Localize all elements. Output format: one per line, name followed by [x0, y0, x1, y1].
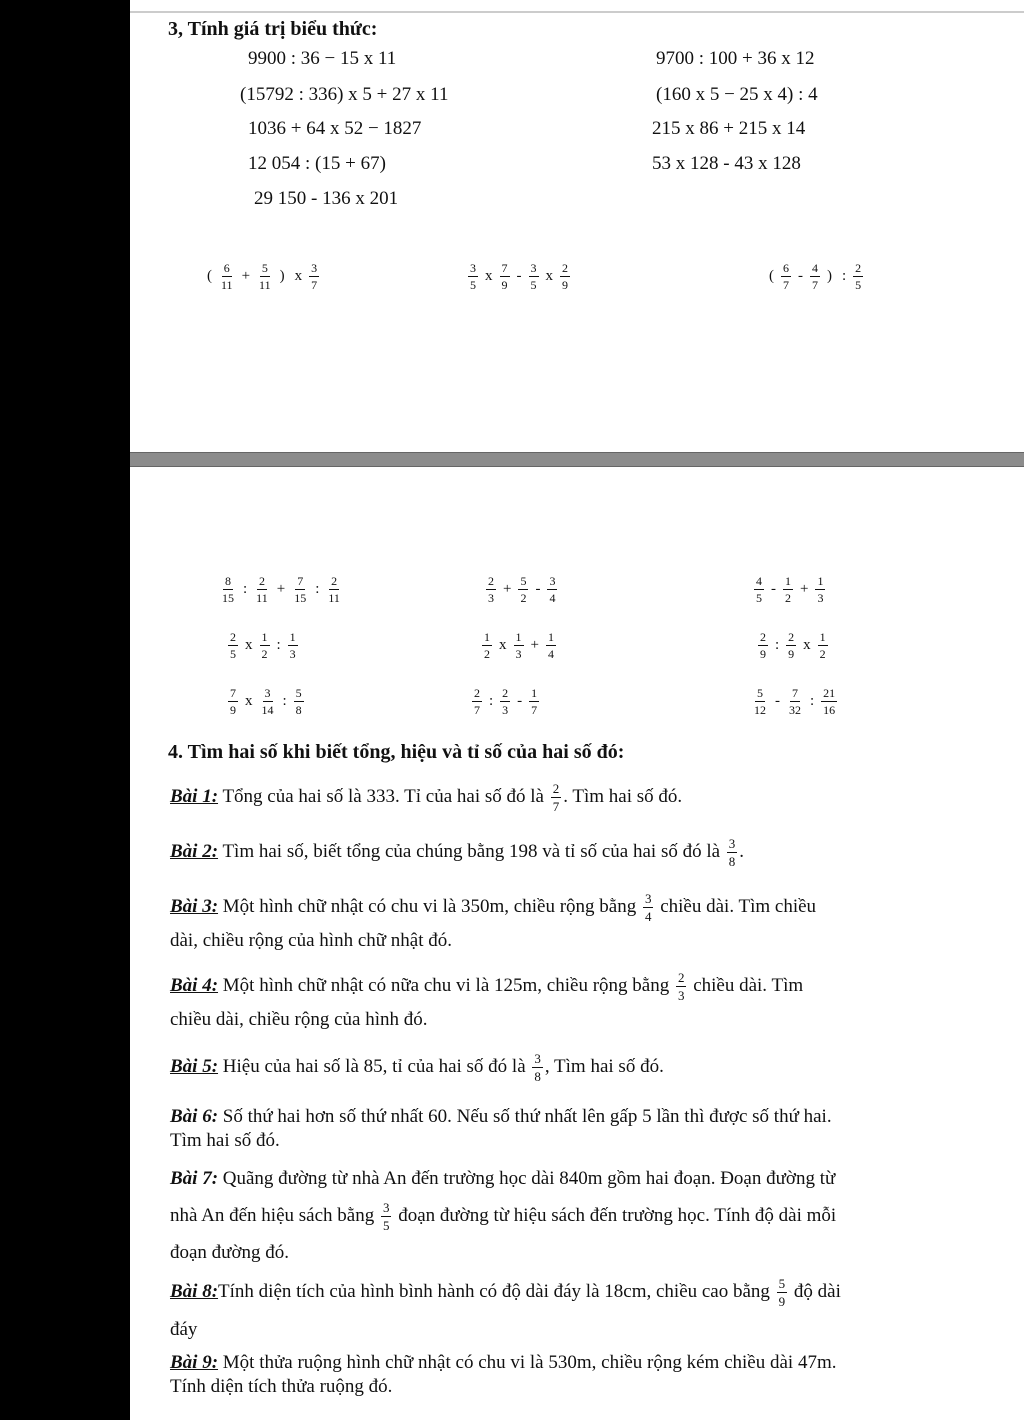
denominator: 3 — [817, 591, 824, 605]
exercise-text: Một hình chữ nhật có chu vi là 350m, chiều rộng bằng — [222, 896, 637, 917]
fraction — [818, 631, 828, 660]
denominator: 7 — [311, 278, 318, 292]
numerator: 8 — [225, 574, 231, 588]
exercise-3 — [170, 890, 970, 958]
numerator: 2 — [788, 630, 795, 644]
denominator: 12 — [754, 703, 766, 717]
exercise-label: Bài 2: — [170, 841, 219, 862]
operator: : — [276, 637, 281, 653]
numerator: 2 — [230, 630, 236, 644]
denominator: 5 — [230, 647, 236, 661]
operator: - — [798, 268, 803, 284]
fraction-expression — [756, 631, 830, 660]
exercise-8 — [170, 1273, 970, 1349]
numerator: 2 — [760, 630, 766, 644]
denominator: 5 — [530, 278, 537, 292]
exercise-2 — [170, 835, 970, 869]
exercise-text: dài, chiều rộng của hình chữ nhật đó. — [170, 930, 453, 951]
fraction — [529, 262, 539, 291]
exercise-label: Bài 5: — [170, 1056, 219, 1077]
fraction — [486, 575, 496, 604]
fraction-expression — [466, 262, 572, 291]
denominator: 9 — [230, 703, 236, 717]
fraction: $\frac{3}{4}$ — [644, 891, 652, 925]
operator: x — [294, 268, 303, 284]
denominator: 3 — [488, 591, 494, 605]
fraction — [292, 575, 308, 604]
operator: x — [245, 693, 253, 709]
denominator: 2 — [261, 647, 268, 661]
denominator: 14 — [261, 703, 274, 717]
exercise-text: Một thửa ruộng hình chữ nhật có chu vi là 530m, chiều rộng kém chiều dài 47m. — [222, 1352, 837, 1373]
denominator: 16 — [823, 703, 836, 717]
exercise-1 — [170, 780, 970, 814]
numerator: 2 — [562, 261, 568, 275]
fraction — [220, 575, 236, 604]
fraction — [500, 262, 510, 291]
numerator: 2 — [502, 686, 509, 700]
fraction: $\frac{2}{3}$ — [677, 970, 685, 1004]
operator: + — [276, 581, 286, 597]
fraction — [260, 631, 270, 660]
exercise-text: . — [739, 841, 745, 862]
operator: : — [810, 693, 815, 709]
fraction: $\frac{5}{9}$ — [778, 1276, 786, 1310]
operator: : — [243, 581, 248, 597]
fraction — [546, 631, 556, 660]
denominator: 7 — [531, 703, 538, 717]
expression: 1036 + 64 x 52 − 1827 — [248, 118, 422, 139]
exercise-6 — [170, 1105, 970, 1153]
fraction: $\frac{3}{5}$ — [382, 1200, 390, 1234]
denominator: 5 — [756, 591, 762, 605]
denominator: 11 — [328, 591, 340, 605]
exercise-text: Tính diện tích thửa ruộng đó. — [170, 1376, 393, 1397]
exercise-text: đoạn đường đó. — [170, 1242, 290, 1263]
expression: 215 x 86 + 215 x 14 — [652, 118, 806, 139]
fraction — [547, 575, 557, 604]
fraction — [752, 687, 768, 716]
operator: ) — [827, 268, 832, 284]
fraction — [815, 575, 825, 604]
fraction: $\frac{3}{8}$ — [534, 1051, 541, 1085]
operator: - — [771, 581, 776, 597]
fraction — [257, 262, 273, 291]
fraction-expression — [480, 631, 558, 660]
numerator: 3 — [549, 574, 556, 588]
exercise-text: chiều dài. Tìm — [693, 975, 804, 996]
expression: 29 150 - 136 x 201 — [254, 188, 399, 209]
fraction: $\frac{2}{7}$ — [552, 781, 560, 815]
exercise-text: Tìm hai số đó. — [170, 1130, 280, 1151]
numerator: 1 — [261, 630, 268, 644]
fraction — [754, 575, 764, 604]
operator: - — [535, 581, 541, 597]
operator: ( — [769, 268, 774, 284]
numerator: 1 — [547, 630, 554, 644]
denominator: 9 — [788, 647, 795, 661]
numerator: 3 — [264, 686, 271, 700]
numerator: 2 — [488, 574, 494, 588]
expression: 53 x 128 - 43 x 128 — [652, 153, 801, 174]
expression: (15792 : 336) x 5 + 27 x 11 — [240, 84, 449, 105]
numerator: 7 — [297, 574, 304, 588]
denominator: 32 — [789, 703, 801, 717]
fraction — [219, 262, 235, 291]
operator: : — [775, 637, 780, 653]
denominator: 4 — [549, 591, 556, 605]
numerator: 5 — [295, 686, 302, 700]
fraction — [514, 631, 524, 660]
numerator: 1 — [484, 630, 490, 644]
numerator: 1 — [531, 686, 538, 700]
numerator: 3 — [311, 261, 318, 275]
document-page-2 — [130, 467, 1024, 1420]
numerator: 2 — [331, 574, 338, 588]
numerator: 1 — [515, 630, 522, 644]
numerator: 6 — [783, 261, 789, 275]
exercise-text: Tổng của hai số là 333. Tỉ của hai số đó là — [222, 786, 544, 807]
fraction — [781, 262, 791, 291]
fraction — [500, 687, 510, 716]
exercise-text: Hiệu của hai số là 85, tỉ của hai số đó là — [222, 1056, 526, 1077]
denominator: 4 — [547, 647, 554, 661]
numerator: 1 — [819, 630, 826, 644]
denominator: 2 — [785, 591, 791, 605]
expression: 9700 : 100 + 36 x 12 — [656, 48, 815, 69]
operator: ( — [207, 268, 212, 284]
page-top-edge — [130, 0, 1024, 13]
numerator: 7 — [501, 261, 508, 275]
fraction-expression — [226, 631, 300, 660]
fraction — [228, 631, 238, 660]
fraction — [468, 262, 478, 291]
fraction — [529, 687, 539, 716]
exercise-7 — [170, 1160, 970, 1271]
document-page-1 — [130, 0, 1024, 452]
expression: 9900 : 36 − 15 x 11 — [248, 48, 397, 69]
numerator: 6 — [223, 261, 230, 275]
numerator: 4 — [756, 574, 762, 588]
denominator: 5 — [855, 278, 862, 292]
expression: (160 x 5 − 25 x 4) : 4 — [656, 84, 818, 105]
fraction — [810, 262, 820, 291]
fraction — [787, 687, 803, 716]
numerator: 4 — [812, 261, 818, 275]
operator: : — [282, 693, 287, 709]
operator: x — [803, 637, 811, 653]
denominator: 9 — [501, 278, 508, 292]
denominator: 11 — [221, 278, 233, 292]
numerator: 3 — [530, 261, 537, 275]
exercise-label: Bài 6: — [170, 1106, 219, 1127]
exercise-text: độ dài — [793, 1281, 841, 1302]
numerator: 1 — [785, 574, 791, 588]
operator: + — [503, 581, 512, 597]
numerator: 1 — [817, 574, 824, 588]
exercise-5 — [170, 1050, 970, 1084]
page-separator — [130, 452, 1024, 467]
fraction: $\frac{3}{8}$ — [728, 836, 736, 870]
section-3-heading: 3, Tính giá trị biểu thức: — [168, 18, 378, 40]
operator: + — [530, 637, 539, 653]
operator: - — [775, 693, 780, 709]
operator: : — [842, 268, 847, 284]
denominator: 15 — [294, 591, 307, 605]
fraction — [228, 687, 238, 716]
exercise-text: . Tìm hai số đó. — [563, 786, 683, 807]
denominator: 8 — [295, 703, 302, 717]
fraction — [560, 262, 570, 291]
exercise-text: chiều dài, chiều rộng của hình đó. — [170, 1009, 428, 1030]
fraction-expression — [752, 575, 827, 604]
denominator: 9 — [760, 647, 766, 661]
fraction — [254, 575, 270, 604]
numerator: 5 — [757, 686, 763, 700]
operator: x — [499, 637, 507, 653]
section-4-heading: 4. Tìm hai số khi biết tổng, hiệu và tỉ số của hai số đó: — [168, 741, 625, 763]
exercise-text: , Tìm hai số đó. — [544, 1056, 664, 1077]
fraction — [758, 631, 768, 660]
denominator: 7 — [783, 278, 789, 292]
fraction-expression — [218, 575, 344, 604]
fraction-expression — [202, 262, 321, 291]
numerator: 2 — [258, 574, 265, 588]
exercise-4 — [170, 969, 970, 1037]
exercise-text: nhà An đến hiệu sách bằng — [170, 1205, 375, 1226]
numerator: 2 — [855, 261, 862, 275]
exercise-text: đoạn đường từ hiệu sách đến trường học. Tính độ dài mỗi — [398, 1205, 837, 1226]
exercise-text: đáy — [170, 1319, 198, 1340]
denominator: 11 — [256, 591, 268, 605]
denominator: 2 — [819, 647, 826, 661]
exercise-label: Bài 9: — [170, 1352, 219, 1373]
operator: x — [545, 268, 553, 284]
denominator: 15 — [222, 591, 234, 605]
exercise-label: Bài 3: — [170, 896, 219, 917]
operator: : — [315, 581, 320, 597]
fraction — [821, 687, 837, 716]
fraction — [288, 631, 298, 660]
numerator: 21 — [823, 686, 836, 700]
operator: x — [245, 637, 253, 653]
operator: - — [516, 268, 522, 284]
fraction-expression — [226, 687, 306, 716]
fraction — [482, 631, 492, 660]
fraction-expression — [764, 262, 865, 291]
exercise-9 — [170, 1351, 970, 1399]
exercise-label: Bài 1: — [170, 786, 219, 807]
exercise-text: Một hình chữ nhật có nữa chu vi là 125m, chiều rộng bằng — [222, 975, 670, 996]
fraction — [472, 687, 482, 716]
fraction — [309, 262, 319, 291]
fraction-expression — [484, 575, 559, 604]
operator: + — [241, 268, 251, 284]
operator: ) — [279, 268, 285, 284]
fraction — [853, 262, 863, 291]
denominator: 2 — [520, 591, 527, 605]
denominator: 5 — [470, 278, 476, 292]
exercise-label: Bài 8: — [170, 1281, 219, 1302]
denominator: 7 — [474, 703, 480, 717]
exercise-text: Quãng đường từ nhà An đến trường học dài 840m gồm hai đoạn. Đoạn đường từ — [222, 1168, 836, 1189]
exercise-text: Tính diện tích của hình bình hành có độ dài đáy là 18cm, chiều cao bằng — [218, 1281, 770, 1302]
operator: : — [489, 693, 494, 709]
numerator: 7 — [230, 686, 236, 700]
exercise-text: Tìm hai số, biết tổng của chúng bằng 198 và tỉ số của hai số đó là — [222, 841, 721, 862]
exercise-label: Bài 7: — [170, 1168, 219, 1189]
numerator: 1 — [289, 630, 296, 644]
numerator: 5 — [520, 574, 527, 588]
denominator: 3 — [289, 647, 296, 661]
exercise-text: Số thứ hai hơn số thứ nhất 60. Nếu số thứ nhất lên gấp 5 lần thì được số thứ hai. — [222, 1106, 832, 1127]
fraction — [518, 575, 528, 604]
numerator: 7 — [792, 686, 798, 700]
denominator: 2 — [484, 647, 490, 661]
numerator: 5 — [261, 261, 268, 275]
operator: + — [800, 581, 809, 597]
denominator: 3 — [515, 647, 522, 661]
fraction — [326, 575, 342, 604]
expression: 12 054 : (15 + 67) — [248, 153, 386, 174]
fraction — [260, 687, 276, 716]
denominator: 9 — [562, 278, 568, 292]
denominator: 7 — [812, 278, 818, 292]
operator: - — [517, 693, 523, 709]
fraction — [783, 575, 793, 604]
numerator: 3 — [470, 261, 476, 275]
fraction — [294, 687, 304, 716]
fraction-expression — [750, 687, 839, 716]
operator: x — [485, 268, 493, 284]
exercise-label: Bài 4: — [170, 975, 219, 996]
fraction-expression — [470, 687, 541, 716]
numerator: 2 — [474, 686, 480, 700]
denominator: 3 — [502, 703, 509, 717]
denominator: 11 — [259, 278, 271, 292]
fraction — [786, 631, 796, 660]
exercise-text: chiều dài. Tìm chiều — [660, 896, 817, 917]
